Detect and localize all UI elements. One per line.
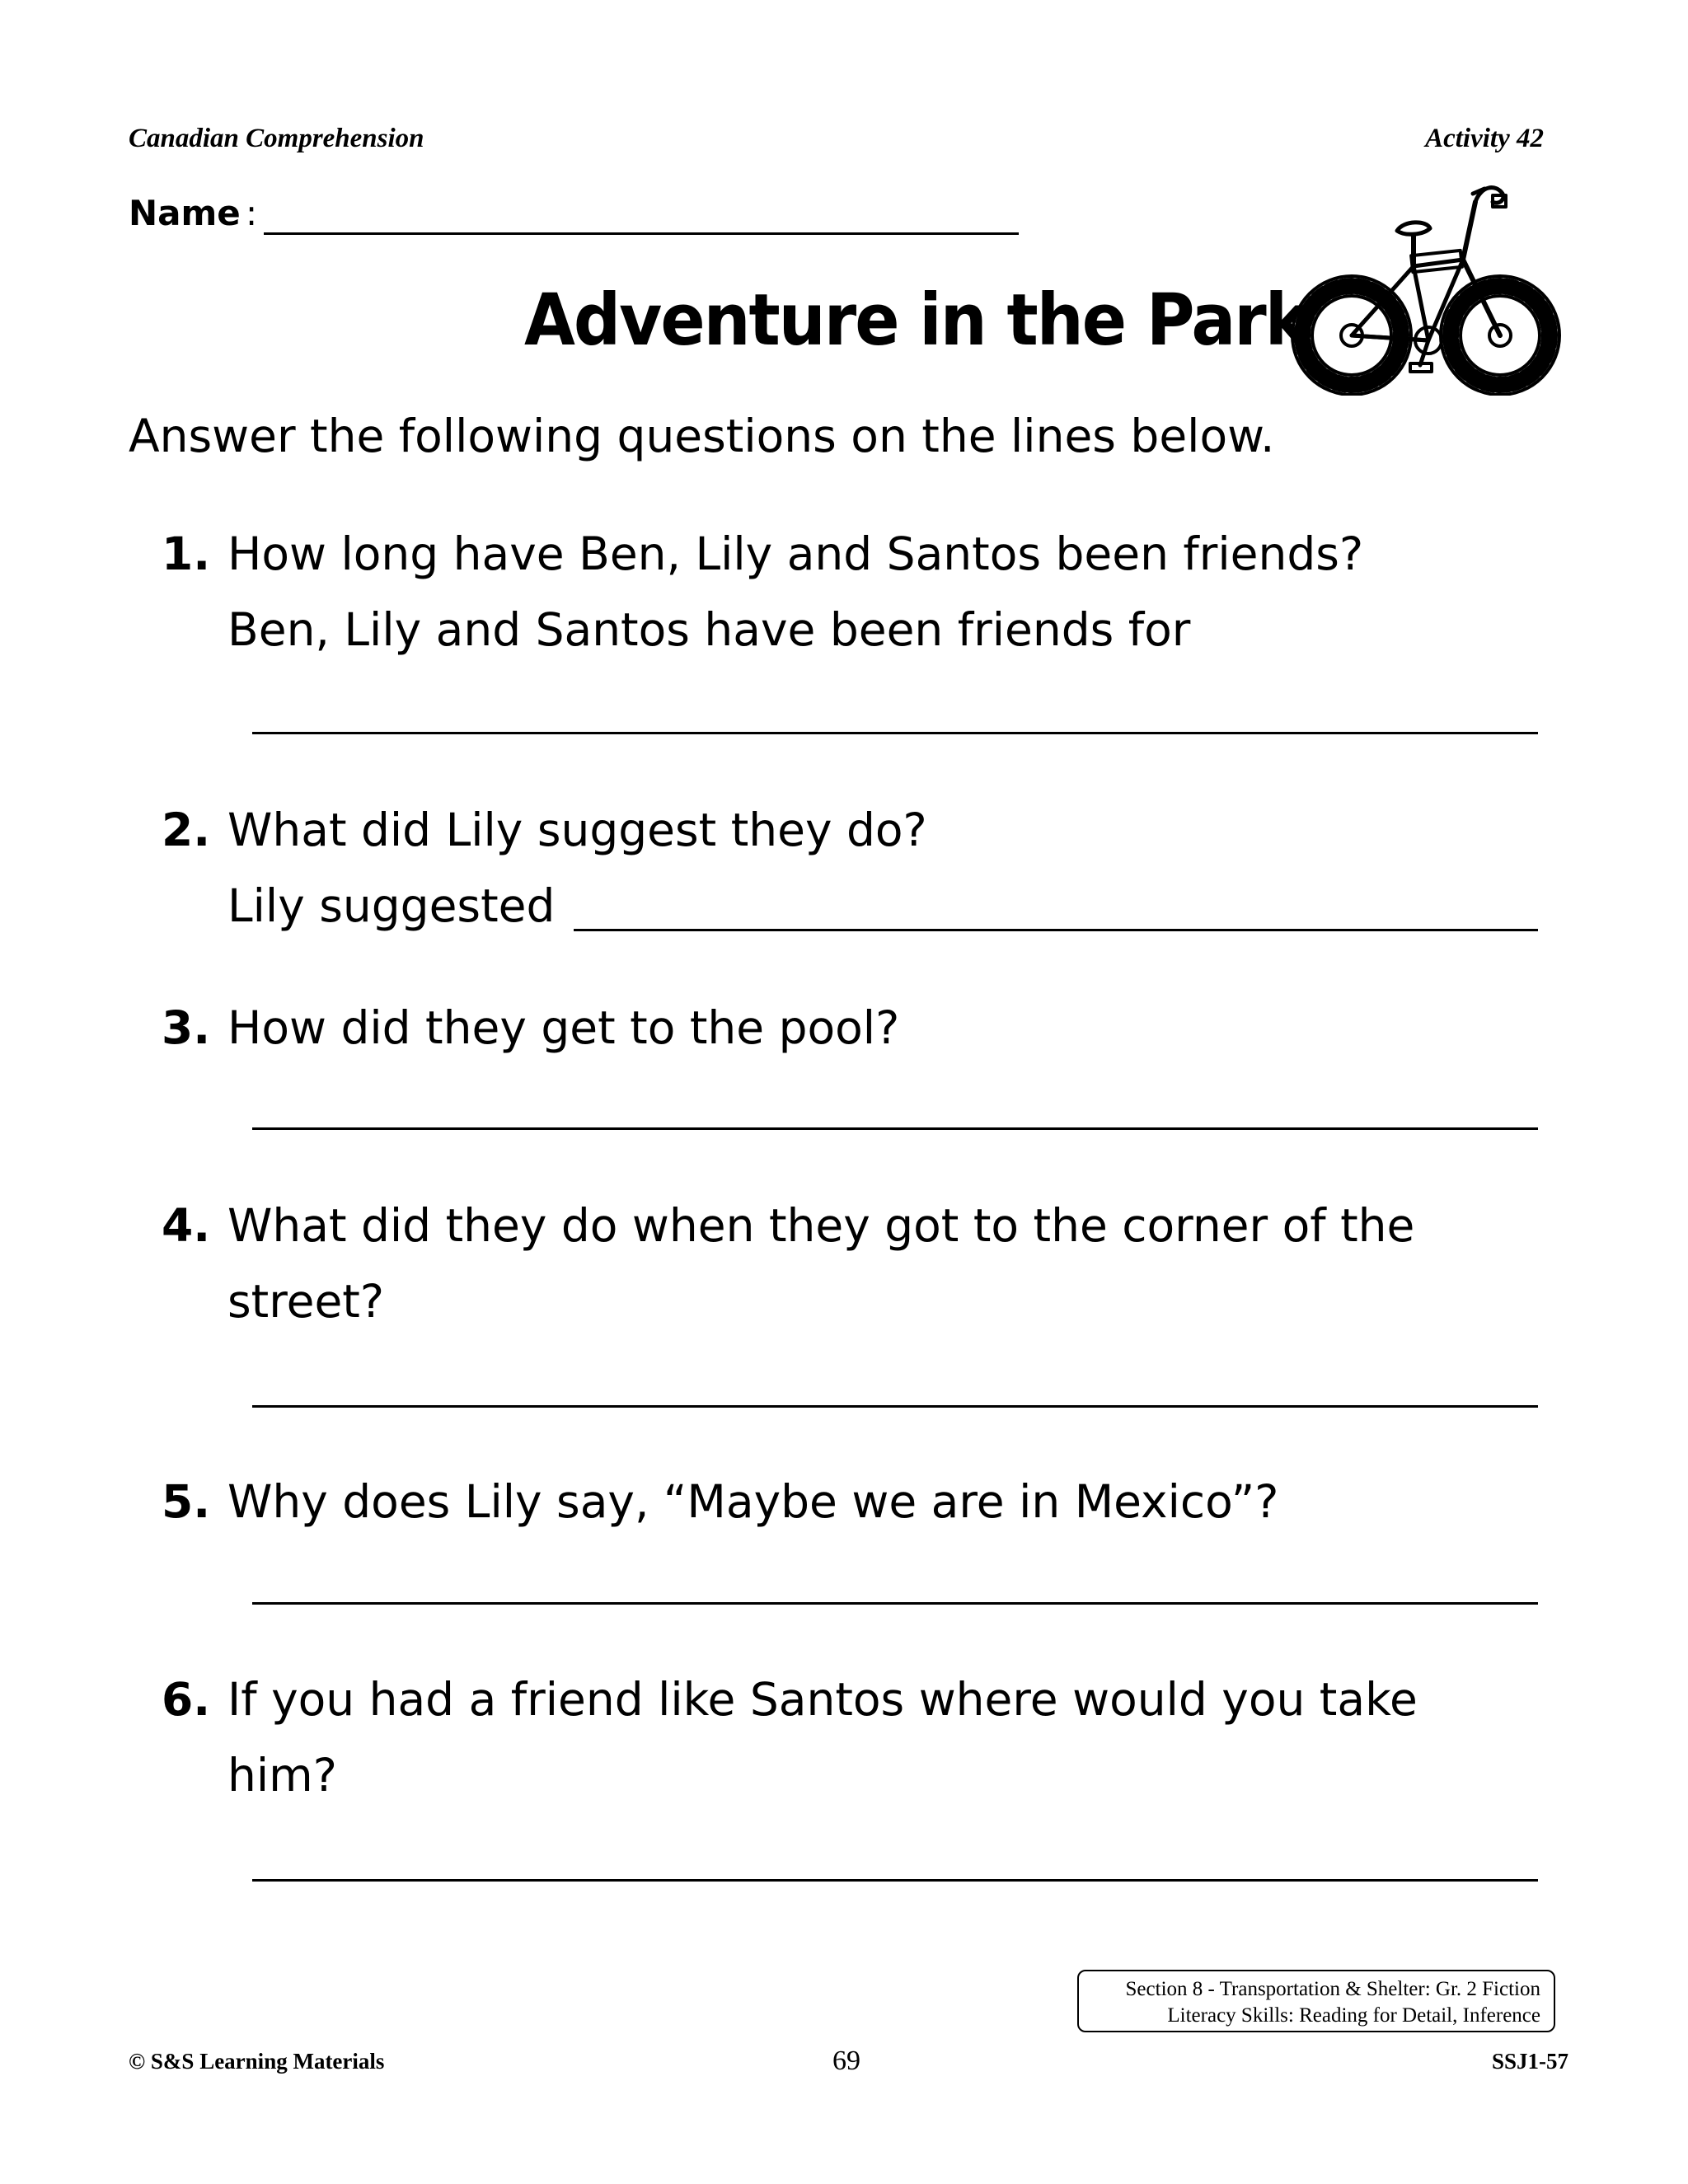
question-6-text-continued: him? [227, 1749, 337, 1802]
name-answer-line[interactable] [264, 232, 1019, 235]
question-1-answer-line[interactable] [252, 732, 1538, 734]
question-2-number: 2. [162, 804, 211, 856]
question-4-number: 4. [162, 1199, 211, 1252]
question-6-number: 6. [162, 1673, 211, 1726]
page-number: 69 [832, 2046, 860, 2076]
question-4-text-continued: street? [227, 1275, 385, 1328]
question-1-answer-prompt: Ben, Lily and Santos have been friends for [227, 603, 1191, 656]
activity-number: Activity 42 [1425, 124, 1544, 153]
name-label: Name [129, 193, 241, 233]
question-1-number: 1. [162, 527, 211, 580]
section-info-line-1: Section 8 - Transportation & Shelter: Gr. 2 Fiction [1125, 1978, 1540, 2000]
page-title: Adventure in the Park [524, 279, 1307, 362]
question-4-text: What did they do when they got to the corner of the [227, 1199, 1415, 1252]
question-2-answer-prompt: Lily suggested [227, 879, 556, 932]
question-6-text: If you had a friend like Santos where would you take [227, 1673, 1418, 1726]
question-5-number: 5. [162, 1475, 211, 1528]
name-colon: : [246, 193, 258, 233]
instructions: Answer the following questions on the lines below. [129, 410, 1275, 462]
question-3-number: 3. [162, 1001, 211, 1054]
section-info-box [1077, 1970, 1555, 2032]
product-code: SSJ1-57 [1491, 2049, 1568, 2074]
question-3-text: How did they get to the pool? [227, 1001, 900, 1054]
question-1-text: How long have Ben, Lily and Santos been friends? [227, 527, 1364, 580]
section-info-line-2: Literacy Skills: Reading for Detail, Inference [1167, 2004, 1540, 2027]
question-6-answer-line[interactable] [252, 1879, 1538, 1882]
copyright: © S&S Learning Materials [129, 2049, 385, 2074]
question-5-text: Why does Lily say, “Maybe we are in Mexico”? [227, 1475, 1279, 1528]
question-5-answer-line[interactable] [252, 1602, 1538, 1605]
bicycle-icon [1290, 177, 1562, 396]
question-2-text: What did Lily suggest they do? [227, 804, 927, 856]
question-4-answer-line[interactable] [252, 1405, 1538, 1408]
question-3-answer-line[interactable] [252, 1127, 1538, 1130]
book-title: Canadian Comprehension [129, 124, 424, 153]
question-2-answer-line[interactable] [574, 929, 1538, 931]
